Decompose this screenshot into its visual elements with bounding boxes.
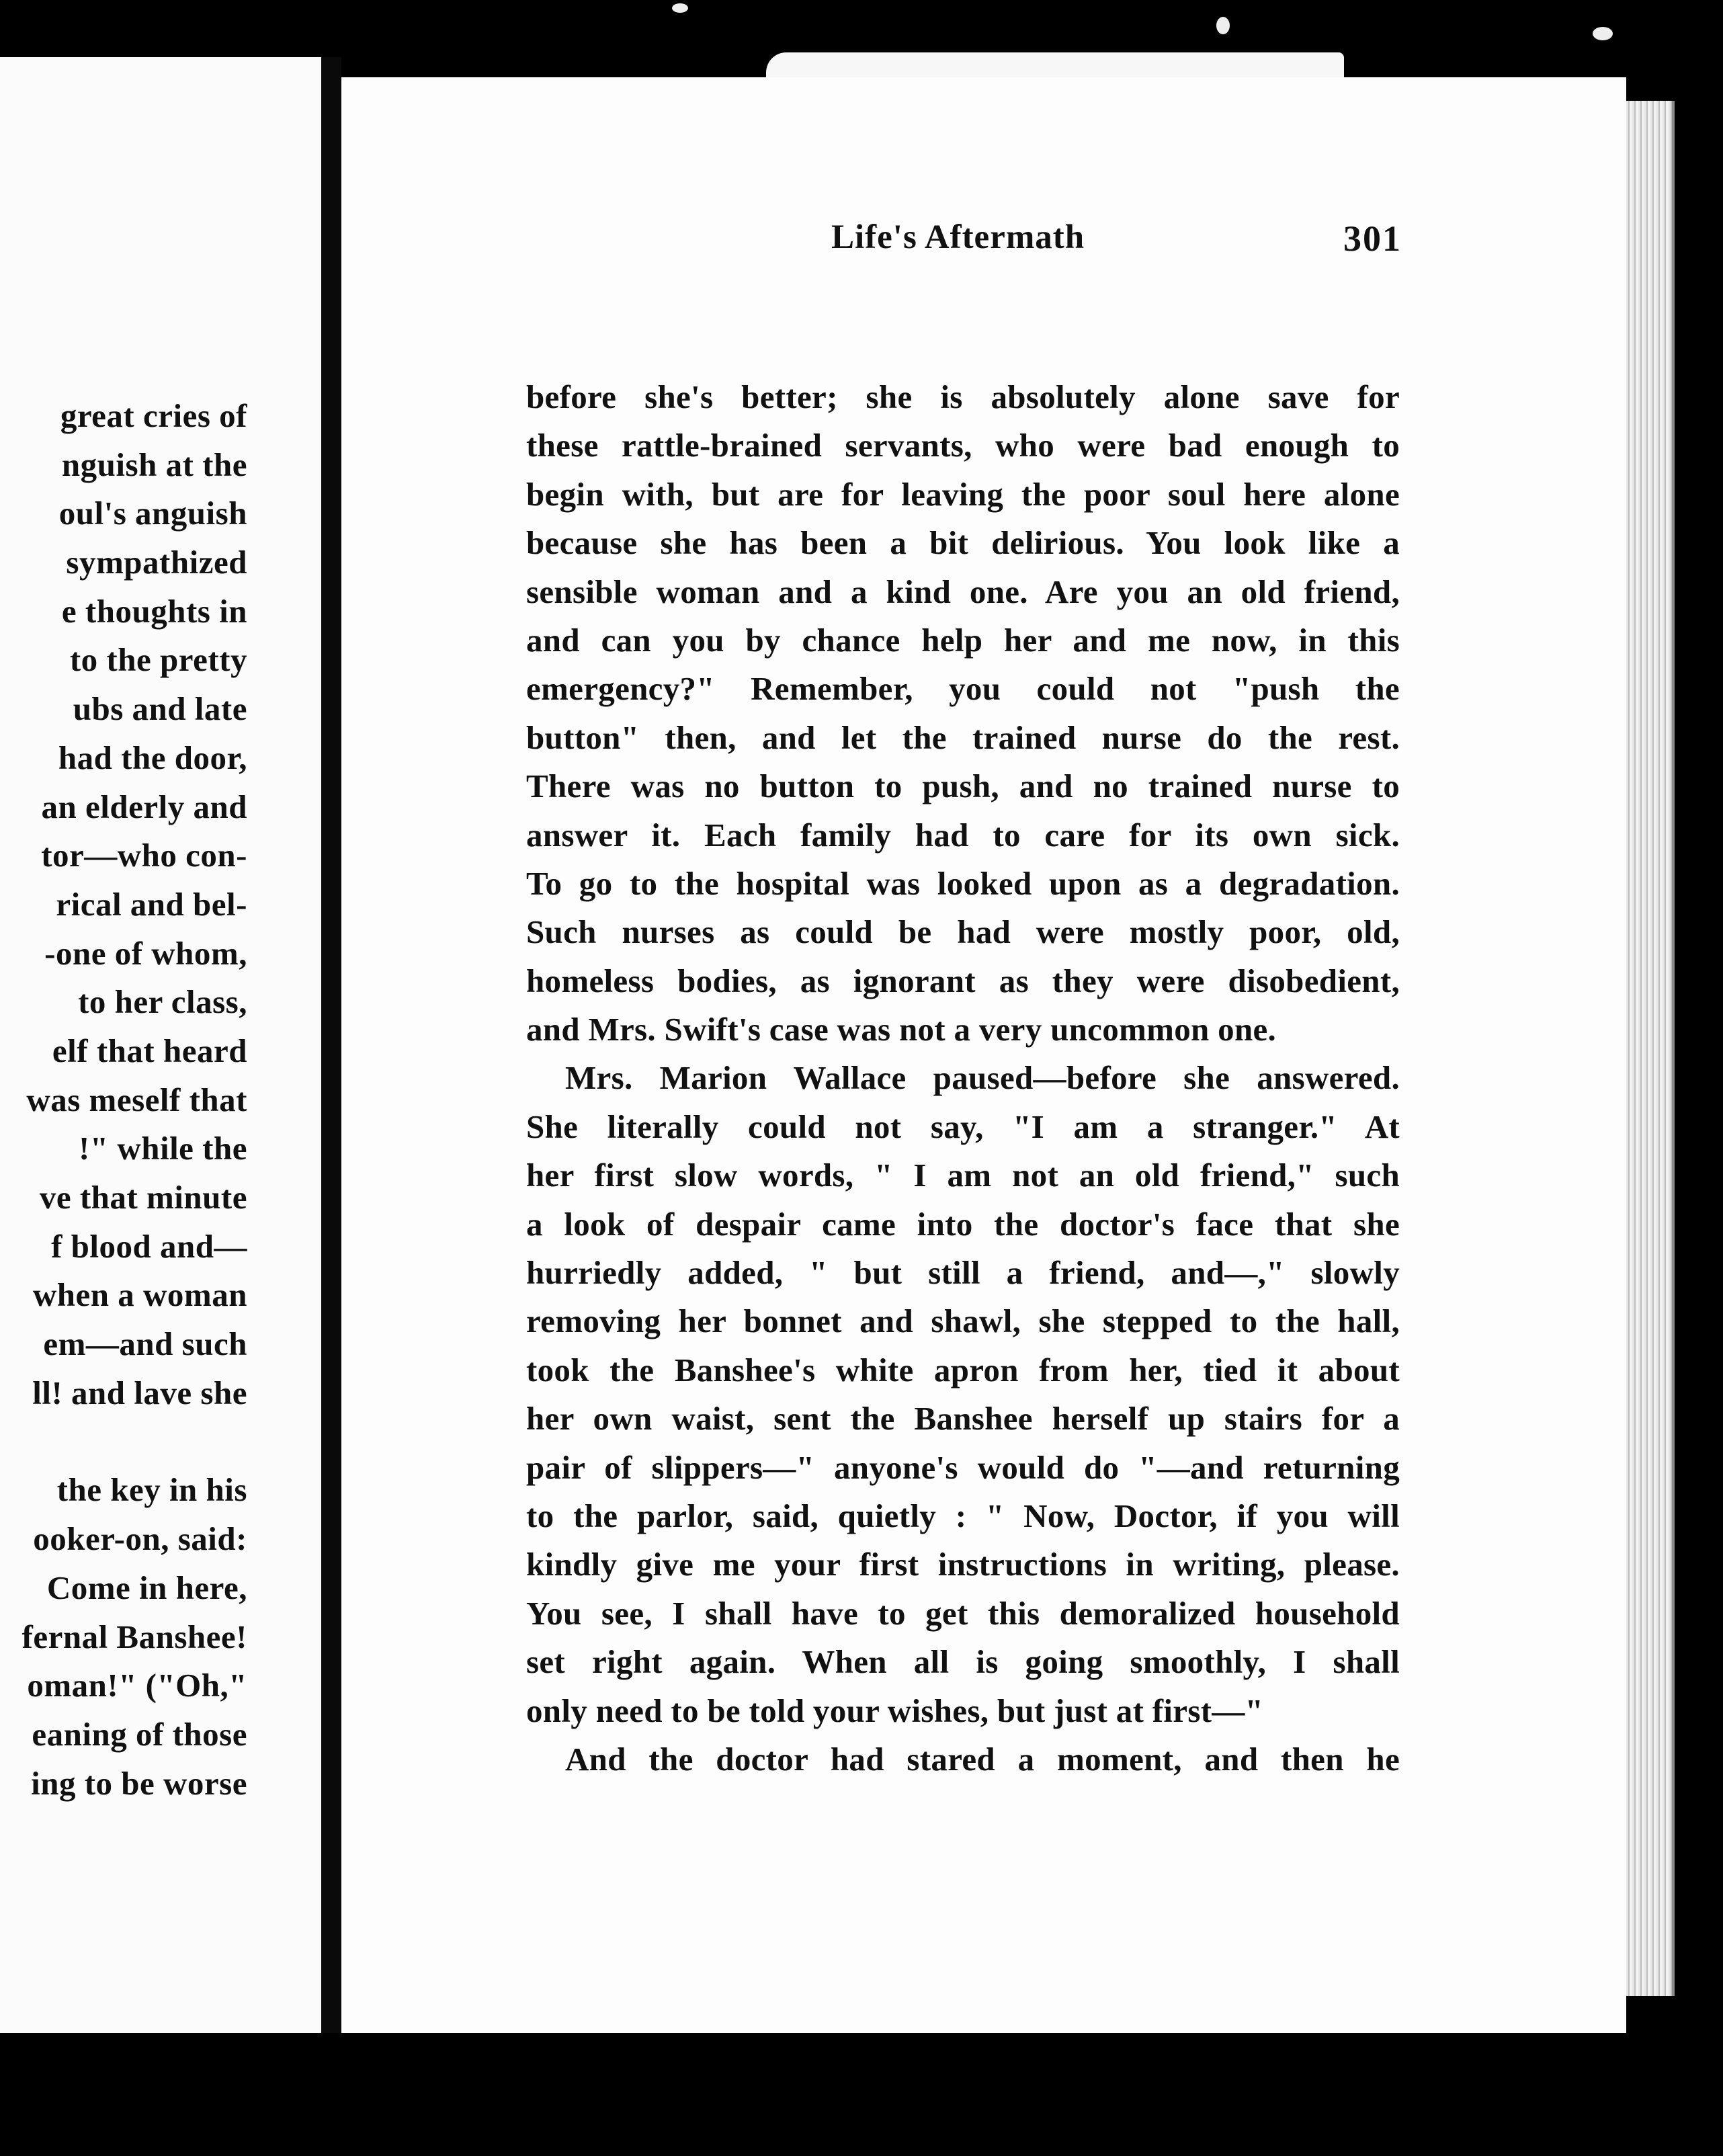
text-line: button" then, and let the trained nurse do the rest. xyxy=(526,718,1400,756)
text-line: to her class, xyxy=(78,983,247,1021)
text-line: sympathized xyxy=(66,544,247,581)
text-line: oman!" ("Oh," xyxy=(27,1667,247,1704)
paragraph-gap xyxy=(22,1417,248,1466)
text-line: when a woman xyxy=(32,1276,247,1314)
scan-speck xyxy=(672,3,688,13)
text-line: Come in here, xyxy=(46,1569,247,1606)
text-line: great cries of xyxy=(60,397,247,434)
text-line: only need to be told your wishes, but just at first—" xyxy=(526,1692,1264,1729)
text-line: -one of whom, xyxy=(44,934,247,972)
text-line: fernal Banshee! xyxy=(22,1618,247,1655)
text-line: nguish at the xyxy=(61,446,247,483)
text-line: and can you by chance help her and me now, in this xyxy=(526,621,1400,659)
text-line: her first slow words, " I am not an old friend," such xyxy=(526,1157,1400,1194)
page-body xyxy=(341,77,1626,2033)
text-line: before she's better; she is absolutely alone save for xyxy=(526,378,1400,415)
text-line: these rattle-brained servants, who were bad enough to xyxy=(526,427,1400,464)
text-line: emergency?" Remember, you could not "push the xyxy=(526,670,1400,708)
text-line: e thoughts in xyxy=(61,592,247,630)
text-line: answer it. Each family had to care for its own sick. xyxy=(526,816,1400,854)
text-line: There was no button to push, and no trained nurse to xyxy=(526,768,1400,805)
text-line: was meself that xyxy=(26,1081,247,1118)
text-line: the key in his xyxy=(56,1471,247,1509)
book-gutter xyxy=(321,57,341,2033)
text-line: ing to be worse xyxy=(31,1764,247,1802)
text-line: had the door, xyxy=(58,739,247,776)
text-line: eaning of those xyxy=(32,1715,247,1753)
text-line: kindly give me your first instructions in writing, please. xyxy=(526,1546,1400,1583)
text-line: a look of despair came into the doctor's face that she xyxy=(526,1205,1400,1243)
text-line: Mrs. Marion Wallace paused—before she answered. xyxy=(565,1059,1400,1097)
text-line: because she has been a bit delirious. You look like a xyxy=(526,524,1400,562)
text-line: pair of slippers—" anyone's would do "—and returning xyxy=(526,1448,1400,1486)
page-stack-edge xyxy=(1626,101,1675,1996)
text-line: She literally could not say, "I am a stranger." At xyxy=(526,1108,1400,1145)
text-line: oul's anguish xyxy=(58,495,247,532)
text-line: And the doctor had stared a moment, and then he xyxy=(565,1740,1400,1778)
running-title: Life's Aftermath xyxy=(831,218,1085,256)
text-line: em—and such xyxy=(43,1325,247,1363)
text-line: ll! and lave she xyxy=(32,1374,247,1411)
text-line: begin with, but are for leaving the poor soul here alone xyxy=(526,475,1400,513)
text-line: to the pretty xyxy=(69,641,247,679)
text-line: You see, I shall have to get this demoralized household xyxy=(526,1594,1400,1632)
text-line: her own waist, sent the Banshee herself up stairs for a xyxy=(526,1400,1400,1438)
text-line: hurriedly added, " but still a friend, and—," slowly xyxy=(526,1254,1400,1292)
text-line: and Mrs. Swift's case was not a very uncommon one. xyxy=(526,1011,1277,1048)
text-line: took the Banshee's white apron from her, tied it about xyxy=(526,1351,1400,1388)
text-line: f blood and— xyxy=(51,1227,247,1265)
text-line: homeless bodies, as ignorant as they were disobedient, xyxy=(526,962,1400,999)
text-line: ubs and late xyxy=(73,690,247,728)
previous-page-fragment xyxy=(0,57,321,2033)
scan-speck xyxy=(1593,27,1613,40)
text-line: ve that minute xyxy=(39,1179,247,1216)
text-line: set right again. When all is going smoothly, I shall xyxy=(526,1643,1400,1681)
text-line: !" while the xyxy=(79,1130,247,1167)
page-number: 301 xyxy=(1343,218,1402,259)
text-line: elf that heard xyxy=(52,1032,247,1069)
text-line: ooker-on, said: xyxy=(33,1520,247,1558)
text-line: removing her bonnet and shawl, she stepped to the hall, xyxy=(526,1302,1400,1340)
text-line: to the parlor, said, quietly : " Now, Doctor, if you will xyxy=(526,1497,1400,1534)
body-text xyxy=(526,373,1400,1784)
text-line: sensible woman and a kind one. Are you an old friend, xyxy=(526,573,1400,610)
text-line: To go to the hospital was looked upon as a degradation. xyxy=(526,864,1400,902)
text-line: an elderly and xyxy=(41,788,247,825)
text-line: tor—who con- xyxy=(41,837,247,874)
previous-page-text xyxy=(22,392,248,1808)
scan-speck xyxy=(1216,17,1230,34)
text-line: Such nurses as could be had were mostly poor, old, xyxy=(526,913,1400,951)
text-line: rical and bel- xyxy=(56,885,247,923)
